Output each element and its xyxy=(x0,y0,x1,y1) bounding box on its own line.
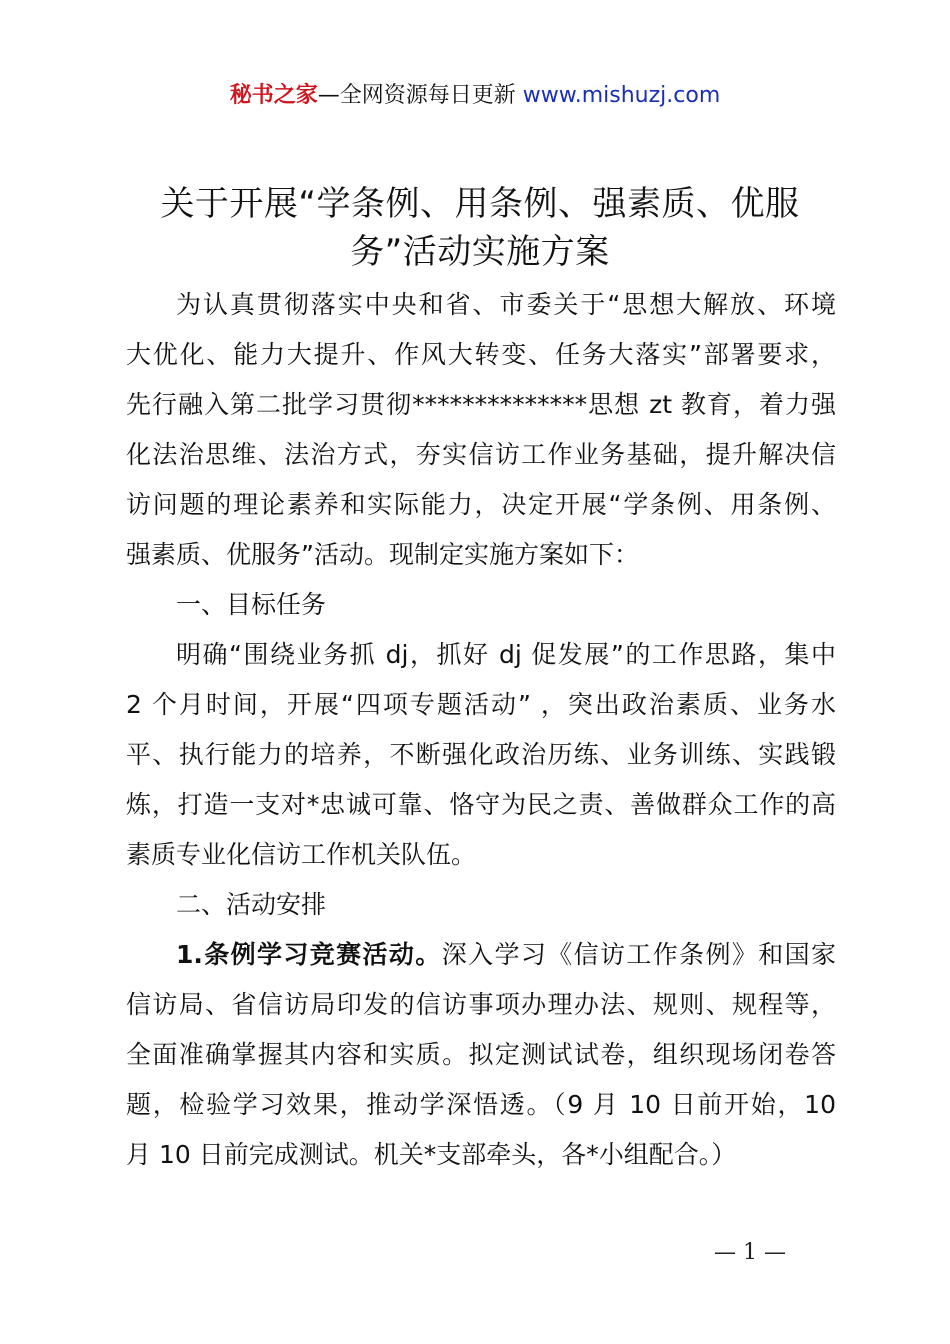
section-heading-arrangements: 二、活动安排 xyxy=(176,890,327,919)
section1-line: 平、执行能力的培养，不断强化政治历练、业务训练、实践锻 xyxy=(126,740,836,769)
title-line-1: 关于开展“学条例、用条例、强素质、优服 xyxy=(160,184,800,224)
section-heading-goals: 一、目标任务 xyxy=(176,590,327,619)
item1-line: 全面准确掌握其内容和实质。拟定测试试卷，组织现场闭卷答 xyxy=(126,1040,836,1069)
brand-name: 秘书之家 xyxy=(229,83,318,108)
section1-line: 2 个月时间，开展“四项专题活动” ，突出政治素质、业务水 xyxy=(126,690,836,719)
site-url-link[interactable]: www.mishuzj.com xyxy=(522,83,721,108)
intro-line: 化法治思维、法治方式，夯实信访工作业务基础，提升解决信 xyxy=(126,440,836,469)
page-number: — 1 — xyxy=(714,1240,786,1265)
document-body xyxy=(126,280,836,1180)
section1-line: 素质专业化信访工作机关队伍。 xyxy=(126,840,477,869)
item1-heading: 1.条例学习竞赛活动。 xyxy=(176,940,442,969)
intro-line: 先行融入第二批学习贯彻**************思想 zt 教育，着力强 xyxy=(126,390,836,419)
site-header xyxy=(0,80,950,112)
section1-line: 明确“围绕业务抓 dj，抓好 dj 促发展”的工作思路，集中 xyxy=(176,640,836,669)
section1-line: 炼，打造一支对*忠诚可靠、恪守为民之责、善做群众工作的高 xyxy=(126,790,836,819)
document-title xyxy=(120,180,840,276)
item1-line: 月 10 日前完成测试。机关*支部牵头，各*小组配合。） xyxy=(126,1140,737,1169)
header-tagline: —全网资源每日更新 xyxy=(317,83,523,108)
item1-line: 信访局、省信访局印发的信访事项办理办法、规则、规程等， xyxy=(126,990,836,1019)
intro-line: 大优化、能力大提升、作风大转变、任务大落实”部署要求， xyxy=(126,340,836,369)
item1-first-line xyxy=(126,930,836,980)
title-line-2: 务”活动实施方案 xyxy=(350,232,610,272)
item1-line: 题，检验学习效果，推动学深悟透。（9 月 10 日前开始，10 xyxy=(126,1090,836,1119)
intro-line: 访问题的理论素养和实际能力，决定开展“学条例、用条例、 xyxy=(126,490,836,519)
item1-first-text: 深入学习《信访工作条例》和国家 xyxy=(441,940,836,969)
intro-line: 强素质、优服务”活动。现制定实施方案如下： xyxy=(126,540,639,569)
intro-line: 为认真贯彻落实中央和省、市委关于“思想大解放、环境 xyxy=(176,290,836,319)
